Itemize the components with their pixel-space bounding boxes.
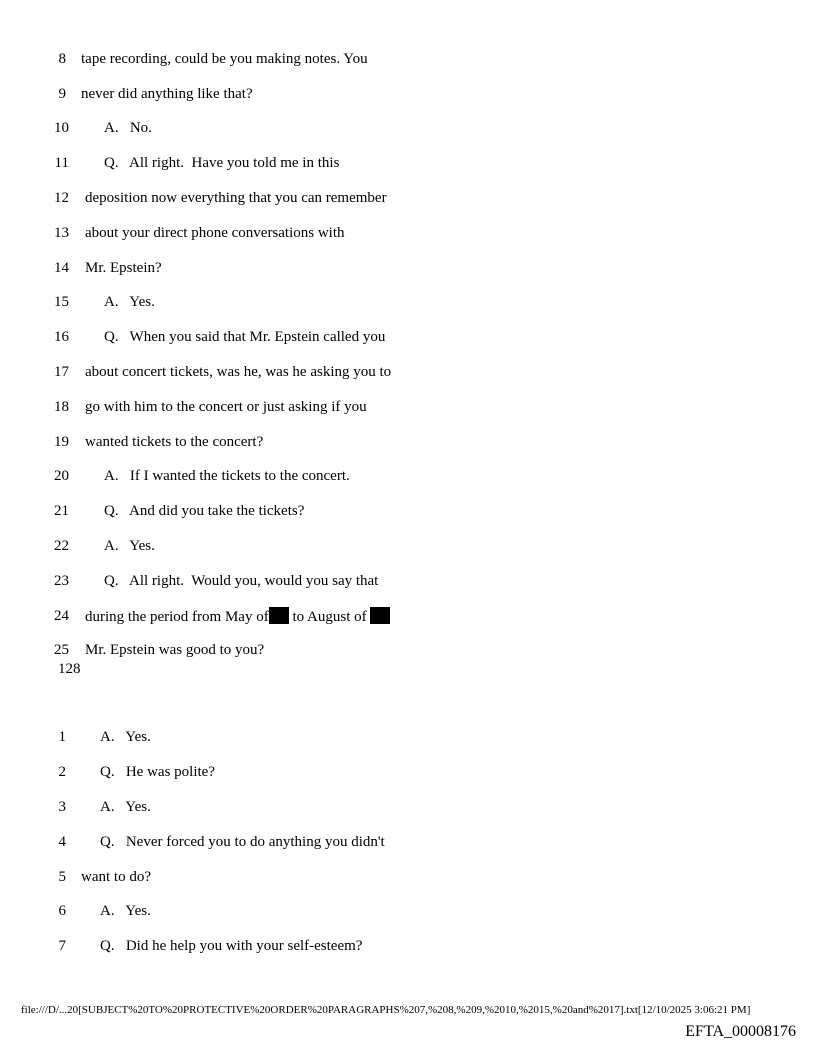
line-text: never did anything like that? [81,86,253,102]
line-number: 19 [54,434,69,450]
line-number: 4 [58,834,66,850]
line-number: 11 [54,155,69,171]
redaction-box [370,607,390,624]
redaction-box [269,607,289,624]
line-text: Mr. Epstein? [85,260,162,276]
line-number: 20 [54,468,69,484]
line-text: A. If I wanted the tickets to the concert. [104,468,350,484]
line-number: 18 [54,399,69,415]
line-text: go with him to the concert or just asking if you [85,399,367,415]
line-text: about your direct phone conversations with [85,225,345,241]
line-number: 23 [54,573,69,589]
line-text: A. Yes. [100,729,151,745]
line-text: Q. When you said that Mr. Epstein called you [104,329,386,345]
line-number: 24 [54,608,69,624]
line-number: 3 [58,799,66,815]
line-text: Q. He was polite? [100,764,215,780]
line-text: want to do? [81,869,151,885]
line-text: A. Yes. [100,799,151,815]
line-number: 1 [58,729,66,745]
line-number: 12 [54,190,69,206]
line-text: wanted tickets to the concert? [85,434,264,450]
line-text: Mr. Epstein was good to you? [85,642,265,658]
line-text: about concert tickets, was he, was he asking you to [85,364,392,380]
line-number: 9 [58,86,66,102]
bates-number: EFTA_00008176 [685,1023,796,1040]
line-number: 2 [58,764,66,780]
line-number: 8 [58,51,66,67]
line-text: Q. All right. Would you, would you say that [104,573,379,589]
line-text: A. Yes. [104,294,155,310]
line-number: 14 [54,260,69,276]
line-text: A. Yes. [100,903,151,919]
line-number: 5 [58,869,66,885]
line-number: 13 [54,225,69,241]
line-text: Q. Never forced you to do anything you didn't [100,834,385,850]
line-text: Q. Did he help you with your self-esteem? [100,938,363,954]
line-text-part-a: during the period from May of [85,609,269,625]
file-path-footer: file:///D/...20[SUBJECT%20TO%20PROTECTIVE%20ORDER%20PARAGRAPHS%207,%208,%209,%2010,%2015,%20and%2017].txt[12/10/2025 3:06:21 PM] [21,1004,751,1016]
line-text: A. Yes. [104,538,155,554]
line-text: Q. All right. Have you told me in this [104,155,340,171]
line-text-part-b: to August of [288,609,371,625]
line-text: deposition now everything that you can remember [85,190,387,206]
line-number: 22 [54,538,69,554]
line-text: Q. And did you take the tickets? [104,503,305,519]
line-number: 10 [54,120,69,136]
line-text: A. No. [104,120,152,136]
line-number: 17 [54,364,69,380]
line-number: 15 [54,294,69,310]
page-number: 128 [58,661,81,677]
line-number: 6 [58,903,66,919]
line-text: tape recording, could be you making notes. You [81,51,368,67]
line-number: 21 [54,503,69,519]
line-text [85,607,390,626]
line-number: 25 [54,642,69,658]
line-number: 7 [58,938,66,954]
line-number: 16 [54,329,69,345]
